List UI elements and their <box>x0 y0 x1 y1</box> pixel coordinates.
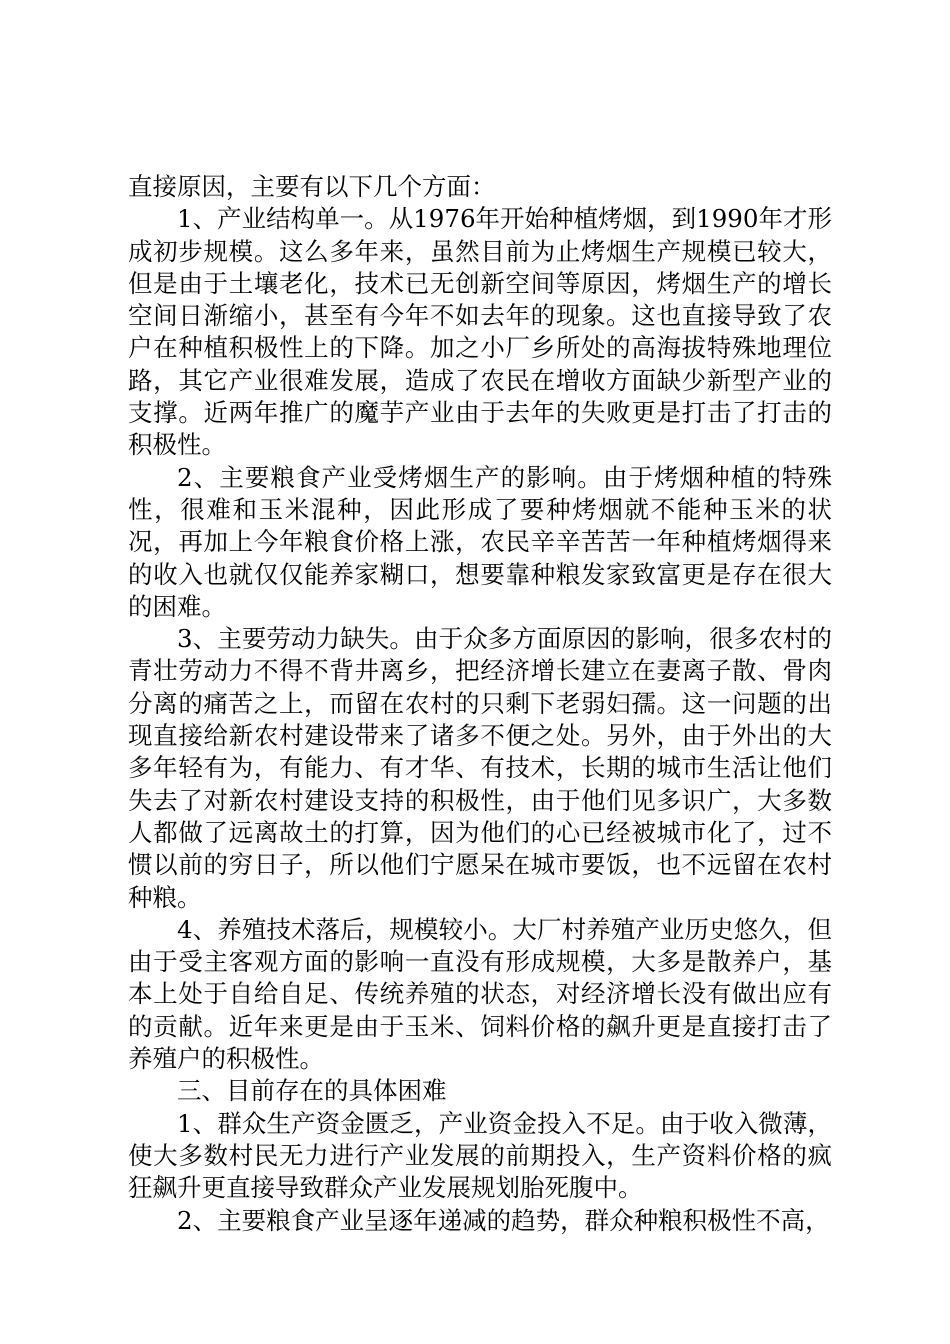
paragraph-industry-structure: 1、产业结构单一。从1976年开始种植烤烟，到1990年才形成初步规模。这么多年来，虽然目前为止烤烟生产规模已较大，但是由于土壤老化，技术已无创新空间等原因，烤烟生产的增长空间日渐缩小，甚至有今年不如去年的现象。这也直接导致了农户在种植积极性上的下降。加之小厂乡所处的高海拔特殊地理位路，其它产业很难发展，造成了农民在增收方面缺少新型产业的支撑。近两年推广的魔芋产业由于去年的失败更是打击了打击的积极性。 <box>128 204 832 460</box>
paragraph-breeding: 4、养殖技术落后，规模较小。大厂村养殖产业历史悠久，但由于受主客观方面的影响一直没有形成规模，大多是散养户，基本上处于自给自足、传统养殖的状态，对经济增长没有做出应有的贡献。近年来更是由于玉米、饲料价格的飙升更是直接打击了养殖户的积极性。 <box>128 914 832 1074</box>
paragraph-labor-shortage: 3、主要劳动力缺失。由于众多方面原因的影响，很多农村的青壮劳动力不得不背井离乡，把经济增长建立在妻离子散、骨肉分离的痛苦之上，而留在农村的只剩下老弱妇孺。这一问题的出现直接给新农村建设带来了诸多不便之处。另外，由于外出的大多年轻有为，有能力、有才华、有技术，长期的城市生活让他们失去了对新农村建设支持的积极性，由于他们见多识广，大多数人都做了远离故土的打算，因为他们的心已经被城市化了，过不惯以前的穷日子，所以他们宁愿呆在城市要饭，也不远留在农村种粮。 <box>128 624 832 912</box>
body-text <box>128 171 832 1237</box>
paragraph-funding: 1、群众生产资金匮乏，产业资金投入不足。由于收入微薄，使大多数村民无力进行产业发展的前期投入，生产资料价格的疯狂飙升更直接导致群众产业发展规划胎死腹中。 <box>128 1108 832 1203</box>
paragraph-grain-industry: 2、主要粮食产业受烤烟生产的影响。由于烤烟种植的特殊性，很难和玉米混种，因此形成了要种烤烟就不能种玉米的状况，再加上今年粮食价格上涨，农民辛辛苦苦一年种植烤烟得来的收入也就仅仅能养家糊口，想要靠种粮发家致富更是存在很大的困难。 <box>128 462 832 621</box>
intro-line: 直接原因，主要有以下几个方面： <box>128 172 496 201</box>
paragraph-grain-decline: 2、主要粮食产业呈逐年递减的趋势，群众种粮积极性不高， <box>177 1205 830 1235</box>
section-heading-difficulties: 三、目前存在的具体困难 <box>177 1076 447 1106</box>
